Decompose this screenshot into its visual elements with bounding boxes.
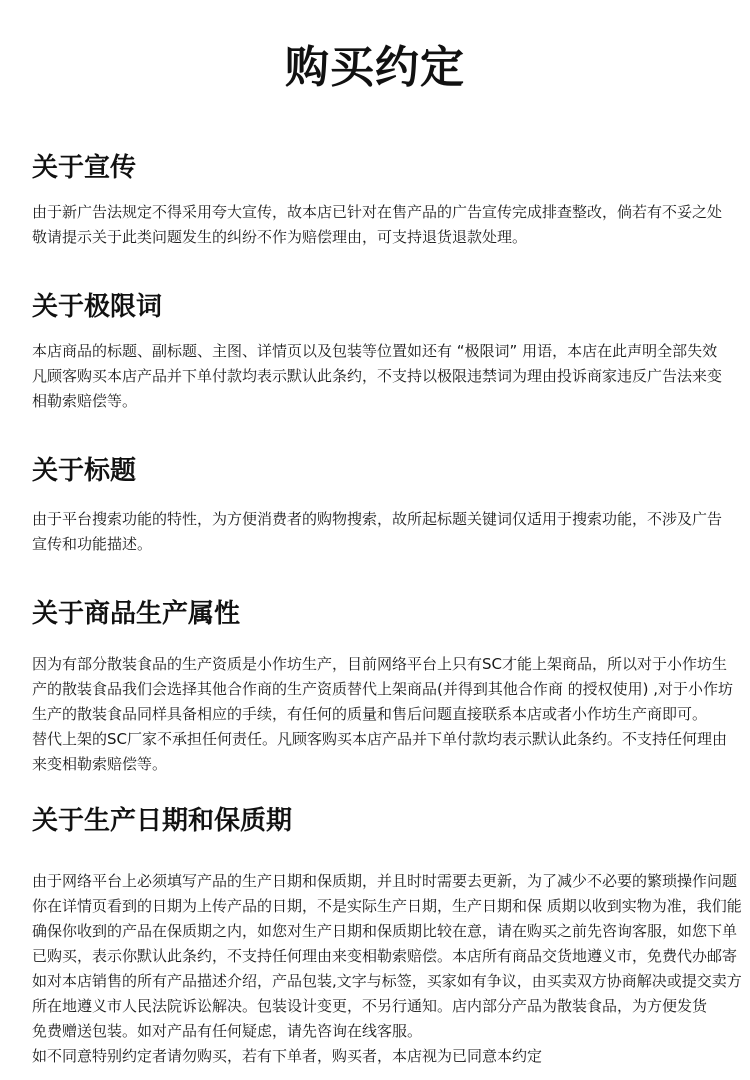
paragraph-line: 由于网络平台上必须填写产品的生产日期和保质期，并且时时需要去更新，为了减少不必要的繁琐操作问题 xyxy=(32,872,738,890)
paragraph-line: 凡顾客购买本店产品并下单付款均表示默认此条约，不支持以极限违禁词为理由投诉商家违反广告法来变 xyxy=(32,367,723,385)
section-heading-title: 关于标题 xyxy=(32,456,137,486)
paragraph-line: 因为有部分散装食品的生产资质是小作坊生产，目前网络平台上只有SC才能上架商品，所以对于小作坊生 xyxy=(32,655,727,673)
paragraph-line: 所在地遵义市人民法院诉讼解决。包装设计变更，不另行通知。店内部分产品为散装食品，为方便发货 xyxy=(32,997,708,1015)
paragraph-line: 如对本店销售的所有产品描述介绍，产品包装,文字与标签，买家如有争议，由买卖双方协商解决或提交卖方 xyxy=(32,972,742,990)
section-heading-extreme-words: 关于极限词 xyxy=(32,292,163,322)
paragraph-line: 免费赠送包装。如对产品有任何疑虑，请先咨询在线客服。 xyxy=(32,1022,423,1040)
paragraph-line: 由于平台搜索功能的特性，为方便消费者的购物搜索，故所起标题关键词仅适用于搜索功能，不涉及广告 xyxy=(32,510,723,528)
paragraph-line: 你在详情页看到的日期为上传产品的日期，不是实际生产日期，生产日期和保 质期以收到实物为准，我们能 xyxy=(32,897,742,915)
paragraph-line: 相勒索赔偿等。 xyxy=(32,392,138,410)
paragraph-line: 本店商品的标题、副标题、主图、详情页以及包装等位置如还有 “极限词” 用语，本店在此声明全部失效 xyxy=(32,342,718,360)
section-heading-production-attributes: 关于商品生产属性 xyxy=(32,599,241,629)
paragraph-line: 如不同意特别约定者请勿购买，若有下单者，购买者，本店视为已同意本约定 xyxy=(32,1047,543,1065)
paragraph-line: 宣传和功能描述。 xyxy=(32,535,153,553)
paragraph-line: 确保你收到的产品在保质期之内，如您对生产日期和保质期比较在意，请在购买之前先咨询客服，如您下单 xyxy=(32,922,738,940)
paragraph-line: 来变相勒索赔偿等。 xyxy=(32,755,168,773)
paragraph-line: 替代上架的SC厂家不承担任何责任。凡顾客购买本店产品并下单付款均表示默认此条约。不支持任何理由 xyxy=(32,730,727,748)
paragraph-line: 已购买，表示你默认此条约，不支持任何理由来变相勒索赔偿。本店所有商品交货地遵义市，免费代办邮寄 xyxy=(32,947,738,965)
paragraph-line: 由于新广告法规定不得采用夸大宣传，故本店已针对在售产品的广告宣传完成排查整改，倘若有不妥之处 xyxy=(32,203,723,221)
paragraph-line: 敬请提示关于此类问题发生的纠纷不作为赔偿理由，可支持退货退款处理。 xyxy=(32,228,528,246)
paragraph-line: 产的散装食品我们会选择其他合作商的生产资质替代上架商品(并得到其他合作商 的授权使用) ,对于小作坊 xyxy=(32,680,734,698)
section-heading-publicity: 关于宣传 xyxy=(32,153,137,183)
page-title: 购买约定 xyxy=(285,42,465,93)
section-heading-production-date: 关于生产日期和保质期 xyxy=(32,806,293,836)
paragraph-line: 生产的散装食品同样具备相应的手续，有任何的质量和售后问题直接联系本店或者小作坊生产商即可。 xyxy=(32,705,708,723)
